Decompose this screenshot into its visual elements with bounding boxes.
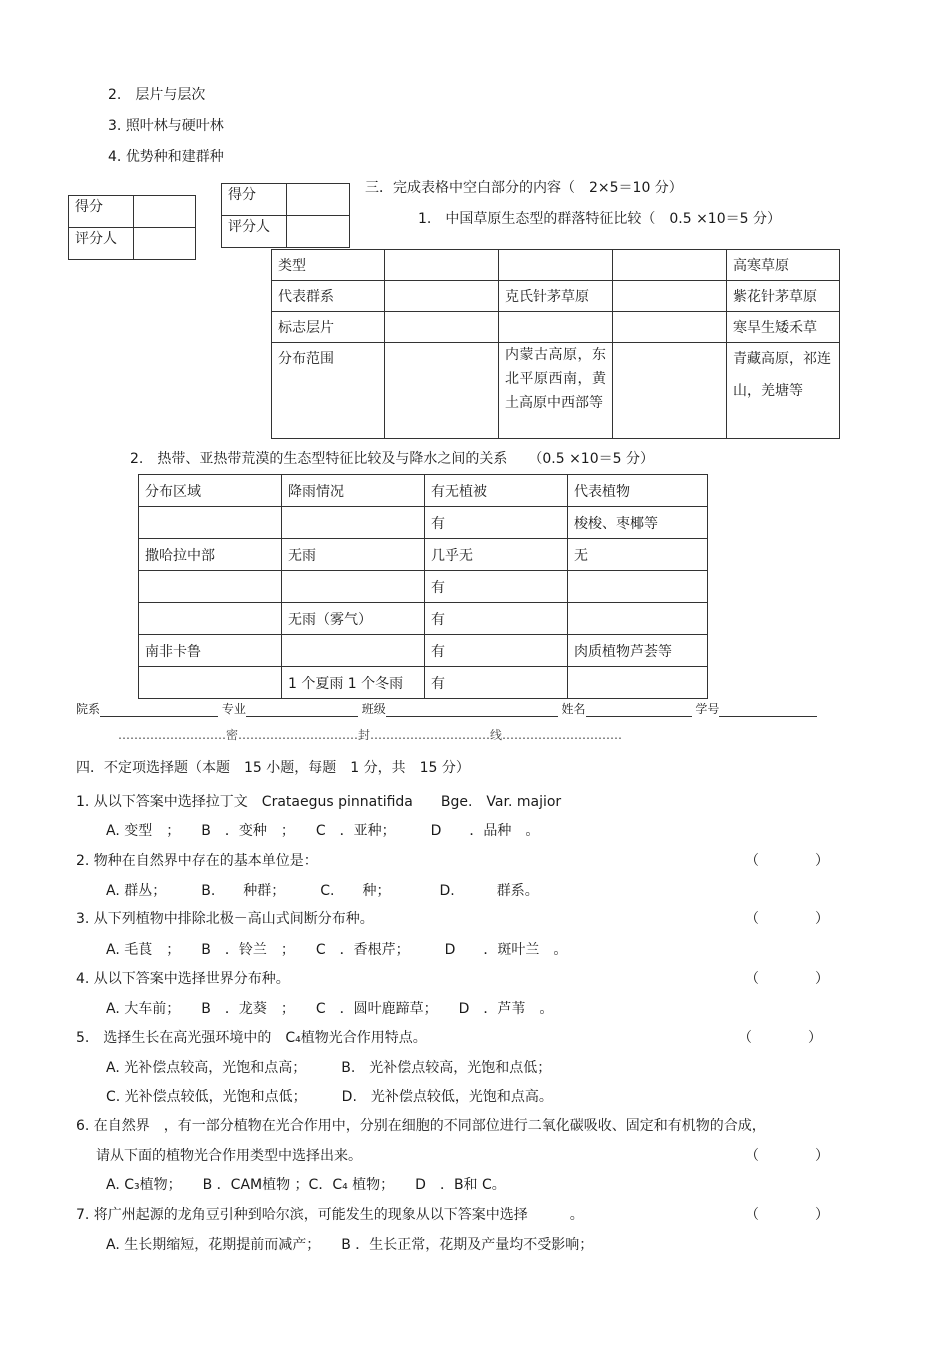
question-5-options-cd: C. 光补偿点较低，光饱和点低； D. 光补偿点较低，光饱和点高。	[106, 1089, 553, 1105]
table-cell: 有	[425, 635, 568, 667]
table-cell: 撒哈拉中部	[139, 539, 282, 571]
score-blank[interactable]	[134, 196, 196, 228]
question-3: 3. 从下列植物中排除北极－高山式间断分布种。	[76, 911, 374, 927]
table-cell[interactable]	[568, 603, 708, 635]
table-cell: 青藏高原，祁连山，羌塘等	[727, 343, 840, 439]
table-cell: 代表植物	[568, 475, 708, 507]
table2-title: 2. 热带、亚热带荒漠的生态型特征比较及与降水之间的关系 （0.5 ×10＝5 分）	[130, 451, 654, 467]
question-4: 4. 从以下答案中选择世界分布种。	[76, 971, 290, 987]
answer-paren[interactable]: （ ）	[745, 853, 829, 869]
table-cell: 无雨	[282, 539, 425, 571]
table-cell: 有	[425, 571, 568, 603]
table-cell[interactable]	[499, 250, 613, 281]
score-blank[interactable]	[287, 184, 350, 216]
term-text: 层片与层次	[135, 87, 206, 103]
score-box-left	[68, 195, 196, 260]
term-item	[108, 146, 224, 166]
question-5-options-ab: A. 光补偿点较高，光饱和点高； B. 光补偿点较高，光饱和点低；	[106, 1060, 552, 1076]
table-cell[interactable]	[385, 281, 499, 312]
table-cell: 有	[425, 603, 568, 635]
term-number: 3.	[108, 118, 122, 134]
score-box-right	[221, 183, 350, 248]
student-id-blank[interactable]	[719, 704, 817, 717]
table-cell[interactable]	[613, 312, 727, 343]
grader-label: 评分人	[222, 216, 287, 248]
question-6-line2: 请从下面的植物光合作用类型中选择出来。	[96, 1148, 362, 1164]
question-2-options: A. 群丛； B. 种群； C. 种； D. 群系。	[106, 883, 539, 899]
table-cell[interactable]	[385, 312, 499, 343]
answer-paren[interactable]: （ ）	[745, 911, 829, 927]
table-cell[interactable]	[385, 250, 499, 281]
table-cell: 代表群系	[272, 281, 385, 312]
dept-label: 院系	[76, 702, 101, 716]
term-item	[108, 84, 205, 104]
question-1-options: A. 变型 ； B ．变种 ； C ．亚种； D ．品种 。	[106, 823, 540, 839]
table-cell[interactable]	[385, 343, 499, 439]
class-blank[interactable]	[386, 704, 558, 717]
table-cell: 有	[425, 667, 568, 699]
answer-paren[interactable]: （ ）	[738, 1030, 822, 1046]
question-4-options: A. 大车前； B ．龙葵 ； C ．圆叶鹿蹄草； D ．芦苇 。	[106, 1001, 554, 1017]
table-cell: 无	[568, 539, 708, 571]
table-cell: 内蒙古高原，东北平原西南，黄土高原中西部等	[499, 343, 613, 439]
section3-title: 三．完成表格中空白部分的内容（ 2×5＝10 分）	[365, 180, 683, 196]
major-label: 专业	[221, 702, 246, 716]
question-5: 5. 选择生长在高光强环境中的 C₄植物光合作用特点。	[76, 1030, 427, 1046]
question-6: 6. 在自然界 ，有一部分植物在光合作用中，分别在细胞的不同部位进行二氧化碳吸收、固定和有机物的合成，	[76, 1118, 766, 1134]
term-number: 4.	[108, 149, 122, 165]
table-cell: 紫花针茅草原	[727, 281, 840, 312]
desert-table	[138, 474, 708, 699]
question-2: 2. 物种在自然界中存在的基本单位是：	[76, 853, 318, 869]
table-cell: 梭梭、枣椰等	[568, 507, 708, 539]
answer-paren[interactable]: （ ）	[745, 1148, 829, 1164]
question-7-options: A. 生长期缩短，花期提前而减产； B ．生长正常，花期及产量均不受影响；	[106, 1237, 594, 1253]
answer-paren[interactable]: （ ）	[745, 971, 829, 987]
table-cell: 降雨情况	[282, 475, 425, 507]
table-cell: 有无植被	[425, 475, 568, 507]
table-cell: 寒旱生矮禾草	[727, 312, 840, 343]
seal-info-line	[76, 700, 817, 717]
term-item	[108, 115, 224, 135]
score-label: 得分	[222, 184, 287, 216]
table-cell[interactable]	[139, 571, 282, 603]
table-cell[interactable]	[613, 281, 727, 312]
table-cell[interactable]	[568, 667, 708, 699]
table-cell: 肉质植物芦荟等	[568, 635, 708, 667]
table1-title: 1. 中国草原生态型的群落特征比较（ 0.5 ×10＝5 分）	[418, 211, 781, 227]
table-cell: 类型	[272, 250, 385, 281]
table-cell: 标志层片	[272, 312, 385, 343]
grader-label: 评分人	[69, 228, 134, 260]
table-cell[interactable]	[568, 571, 708, 603]
table-cell[interactable]	[282, 635, 425, 667]
table-cell[interactable]	[139, 667, 282, 699]
table-cell[interactable]	[282, 571, 425, 603]
table-cell: 1 个夏雨 1 个冬雨	[282, 667, 425, 699]
student-id-label: 学号	[695, 702, 720, 716]
dept-blank[interactable]	[100, 704, 218, 717]
grader-blank[interactable]	[134, 228, 196, 260]
question-1: 1. 从以下答案中选择拉丁文 Crataegus pinnatifida Bge. Var. majior	[76, 794, 562, 810]
question-3-options: A. 毛茛 ； B ．铃兰 ； C ．香根芹； D ．斑叶兰 。	[106, 942, 568, 958]
score-label: 得分	[69, 196, 134, 228]
question-7: 7. 将广州起源的龙角豆引种到哈尔滨，可能发生的现象从以下答案中选择 。	[76, 1207, 584, 1223]
table-cell[interactable]	[139, 603, 282, 635]
section4-title: 四．不定项选择题（本题 15 小题，每题 1 分，共 15 分）	[76, 760, 470, 776]
name-blank[interactable]	[586, 704, 692, 717]
grassland-table	[271, 249, 840, 439]
term-text: 优势种和建群种	[125, 149, 224, 165]
table-cell[interactable]	[613, 250, 727, 281]
table-cell: 高寒草原	[727, 250, 840, 281]
answer-paren[interactable]: （ ）	[745, 1207, 829, 1223]
table-cell[interactable]	[499, 312, 613, 343]
seal-dotted-line: ………………………密…………………………封…………………………线…………………………	[118, 728, 623, 742]
table-cell: 分布范围	[272, 343, 385, 439]
table-cell: 无雨（雾气）	[282, 603, 425, 635]
table-cell: 几乎无	[425, 539, 568, 571]
term-text: 照叶林与硬叶林	[125, 118, 224, 134]
table-cell: 克氏针茅草原	[499, 281, 613, 312]
term-number: 2.	[108, 87, 122, 103]
table-cell: 有	[425, 507, 568, 539]
class-label: 班级	[361, 702, 386, 716]
question-6-options: A. C₃植物； B ．CAM植物 ；C．C₄ 植物； D ．B和 C。	[106, 1177, 506, 1193]
grader-blank[interactable]	[287, 216, 350, 248]
table-cell: 分布区域	[139, 475, 282, 507]
table-cell[interactable]	[282, 507, 425, 539]
table-cell[interactable]	[139, 507, 282, 539]
major-blank[interactable]	[246, 704, 358, 717]
name-label: 姓名	[561, 702, 586, 716]
table-cell: 南非卡鲁	[139, 635, 282, 667]
table-cell[interactable]	[613, 343, 727, 439]
